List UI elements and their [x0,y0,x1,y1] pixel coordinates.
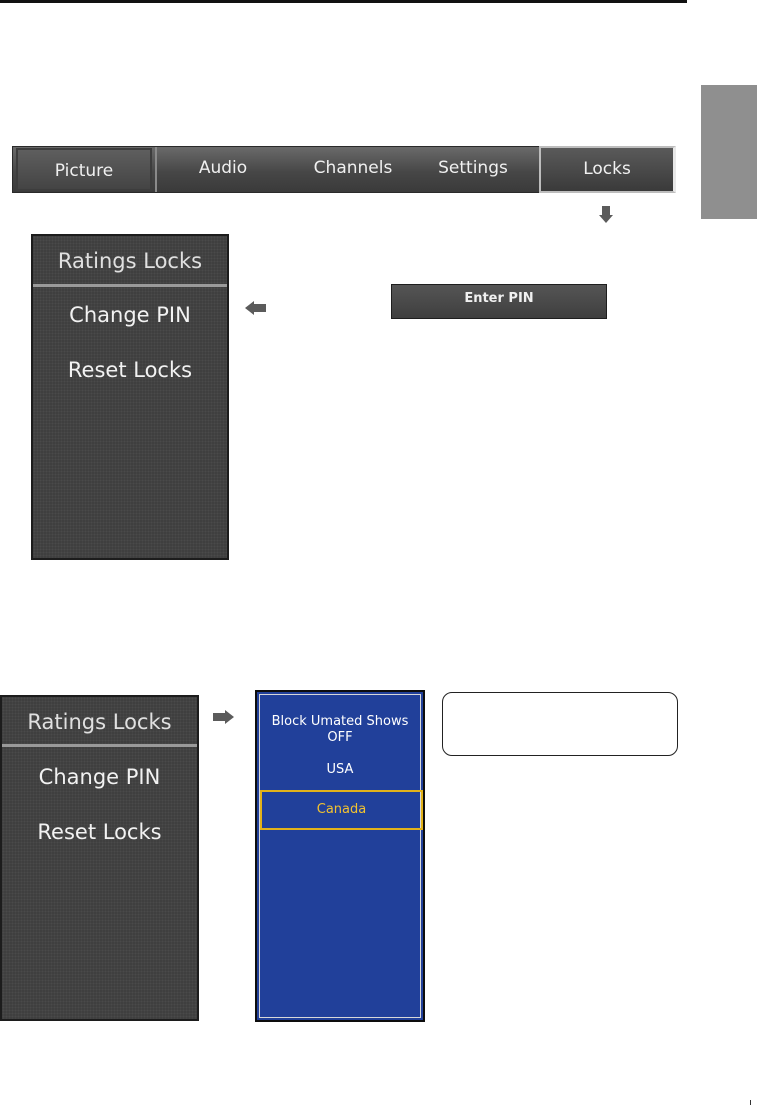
tab-audio[interactable]: Audio [155,147,289,192]
ratings-region-panel [255,690,425,1022]
block-unrated-value: OFF [327,730,353,745]
tab-channels[interactable]: Channels [313,158,393,178]
panel-inner-border [259,694,421,1018]
tab-locks[interactable]: Locks [539,146,676,193]
top-rule [0,0,687,3]
block-unrated-option[interactable] [260,714,420,746]
change-pin-item[interactable]: Change PIN [38,765,161,789]
ratings-locks-title[interactable]: Ratings Locks [33,236,227,287]
canada-option[interactable]: Canada [260,790,423,830]
note-box [442,692,678,756]
reset-locks-item[interactable]: Reset Locks [67,358,193,382]
tab-picture[interactable]: Picture [16,148,152,191]
side-tab [701,85,757,219]
ratings-locks-title[interactable]: Ratings Locks [2,697,197,747]
block-unrated-label: Block Umated Shows [271,714,409,729]
page-mark [750,1100,751,1105]
main-menu-bar [12,146,675,193]
tab-settings[interactable]: Settings [438,158,508,178]
enter-pin-field[interactable]: Enter PIN [391,284,607,319]
ratings-locks-menu [31,234,229,560]
change-pin-item[interactable]: Change PIN [69,303,191,327]
ratings-locks-menu-2 [0,695,199,1021]
usa-option[interactable]: USA [326,762,354,777]
reset-locks-item[interactable]: Reset Locks [37,820,162,844]
